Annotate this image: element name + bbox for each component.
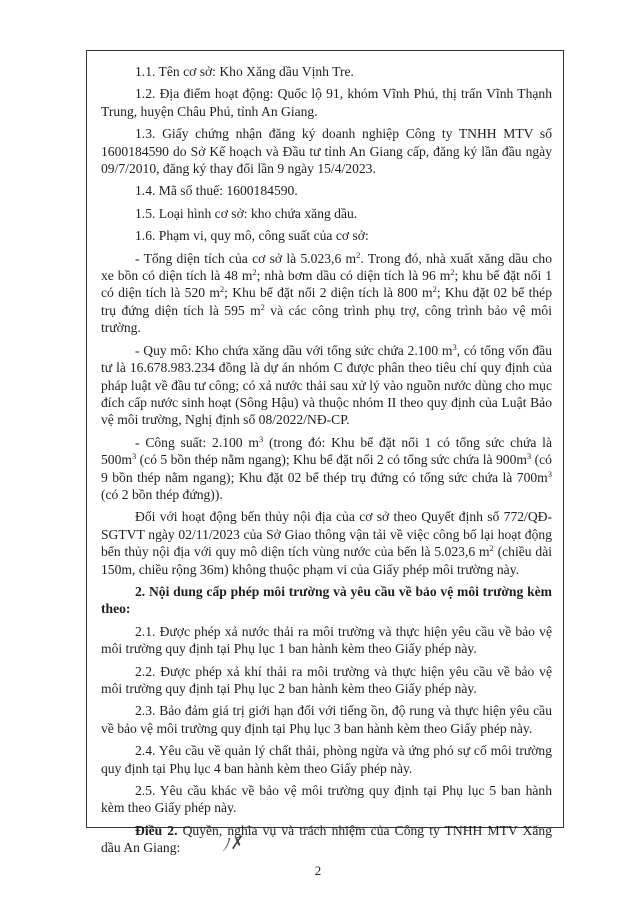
item-1-4: 1.4. Mã số thuế: 1600184590.: [135, 183, 298, 199]
capacity-text-2: (trong đó: Khu bể đặt nổi 1 có tổng sức chứa là 500m: [101, 434, 552, 468]
area-text-1: - Tổng diện tích của cơ sở là 5.023,6 m: [135, 250, 357, 266]
unit-superscript: 3: [526, 451, 532, 462]
area-text-6: ; Khu đặt 02 bể thép trụ đứng diện tích là 595 m: [101, 285, 552, 318]
article-2-label: Điều 2.: [135, 822, 178, 838]
item-1-3: 1.3. Giấy chứng nhận đăng ký doanh nghiệp Công ty TNHH MTV số 1600184590 do Sở Kế hoạch và Đầu tư tỉnh An Giang cấp, đăng ký lần đầu ngày 09/7/2010, đăng ký thay đổi lần 9 ngày 15/4/2023.: [101, 126, 552, 177]
unit-superscript: 2: [432, 284, 437, 295]
capacity-text-4: (có 9 bồn thép nằm ngang); Khu đặt 02 bể thép trụ đứng có tổng sức chứa là 700m: [101, 452, 552, 485]
area-text-3: ; nhà bơm dầu có diện tích là 96 m: [256, 268, 451, 284]
page-number: 2: [314, 863, 322, 878]
capacity-text-3: (có 5 bồn thép nằm ngang); Khu bể đặt nổi 2 có tổng sức chứa là 900m: [136, 452, 527, 468]
area-text-5: ; Khu bể đặt nổi 2 diện tích là 800 m: [224, 285, 433, 301]
capacity-text-1: - Công suất: 2.100 m: [135, 434, 259, 450]
area-text-7: và các công trình phụ trợ, công trình bảo vệ môi trường.: [101, 302, 552, 336]
item-1-1: 1.1. Tên cơ sở: Kho Xăng dầu Vịnh Tre.: [135, 64, 354, 79]
unit-superscript: 2: [450, 267, 455, 278]
area-text-2: . Trong đó, nhà xuất xăng dầu cho xe bồn có diện tích là 48 m: [101, 250, 552, 284]
unit-superscript: 3: [452, 341, 457, 352]
area-text-4: ; khu bể đặt nổi 1 có diện tích là 520 m: [101, 268, 552, 301]
port-text-1: Đối với hoạt động bến thủy nội địa của cơ sở theo Quyết định số 772/QĐ-SGTVT ngày 02/11/2023 của Sở Giao thông vận tải về việc công bố lại hoạt động bến thủy nội địa với quy mô diện tích vùng nước của bến là 5.023,6 m: [101, 509, 552, 560]
article-2: [101, 822, 552, 857]
document-frame: [86, 50, 564, 856]
item-2-1: 2.1. Được phép xả nước thải ra môi trường và thực hiện yêu cầu về bảo vệ môi trường quy định tại Phụ lục 1 ban hành kèm theo Giấy phép này.: [101, 623, 552, 657]
unit-superscript: 2: [356, 249, 361, 260]
item-1-5: 1.5. Loại hình cơ sở: kho chứa xăng dầu.: [135, 205, 358, 221]
item-1-6: 1.6. Phạm vi, quy mô, công suất của cơ sở:: [135, 228, 369, 244]
unit-superscript: 2: [219, 284, 225, 295]
item-2-2: 2.2. Được phép xả khí thải ra môi trường và thực hiện yêu cầu về bảo vệ môi trường quy định tại Phụ lục 2 ban hành kèm theo Giấy phép này.: [101, 663, 552, 696]
item-2-3: 2.3. Bảo đảm giá trị giới hạn đối với tiếng ồn, độ rung và thực hiện yêu cầu về bảo vệ môi trường quy định tại Phụ lục 3 ban hành kèm theo Giấy phép này.: [101, 703, 552, 736]
area-paragraph: [101, 250, 552, 337]
initial-mark-icon: ﾉ✗: [220, 834, 245, 856]
unit-superscript: 3: [131, 451, 137, 462]
item-2-5: 2.5. Yêu cầu khác về bảo vệ môi trường quy định tại Phụ lục 5 ban hành kèm theo Giấy phép này.: [101, 783, 552, 816]
port-paragraph: [101, 508, 552, 578]
unit-superscript: 2: [252, 267, 257, 278]
unit-superscript: 3: [547, 468, 552, 479]
item-1-2: 1.2. Địa điểm hoạt động: Quốc lộ 91, khóm Vĩnh Phú, thị trấn Vĩnh Thạnh Trung, huyện Châu Phú, tỉnh An Giang.: [101, 86, 552, 119]
unit-superscript: 2: [489, 543, 494, 554]
article-2-text: Quyền, nghĩa vụ và trách nhiệm của Công ty TNHH MTV Xăng dầu An Giang:: [101, 822, 552, 856]
scale-text-2: , có tổng vốn đầu tư là 16.678.983.234 đồng là dự án nhóm C được phân theo tiêu chí quy định của pháp luật về đầu tư công; có xả nước thải sau xử lý vào nguồn nước dùng cho mục đích cấp nước sinh hoạt (Sông Hậu) và thuộc nhóm II theo quy định của Luật Bảo vệ môi trường, Nghị định số 08/2022/NĐ-CP.: [101, 342, 553, 428]
item-2-4: 2.4. Yêu cầu về quản lý chất thải, phòng ngừa và ứng phó sự cố môi trường quy định tại Phụ lục 4 ban hành kèm theo Giấy phép này.: [101, 743, 552, 776]
scale-paragraph: [101, 342, 552, 429]
unit-superscript: 2: [260, 301, 265, 312]
scale-text-1: - Quy mô: Kho chứa xăng dầu với tổng sức chứa 2.100 m: [135, 342, 453, 358]
capacity-paragraph: [101, 434, 552, 504]
section-2-heading: 2. Nội dung cấp phép môi trường và yêu cầu về bảo vệ môi trường kèm theo:: [101, 583, 552, 617]
port-text-2: (chiều dài 150m, chiều rộng 36m) không thuộc phạm vi của Giấy phép môi trường này.: [101, 544, 552, 577]
unit-superscript: 3: [258, 433, 264, 444]
capacity-text-5: (có 2 bồn thép đứng)).: [101, 486, 223, 502]
